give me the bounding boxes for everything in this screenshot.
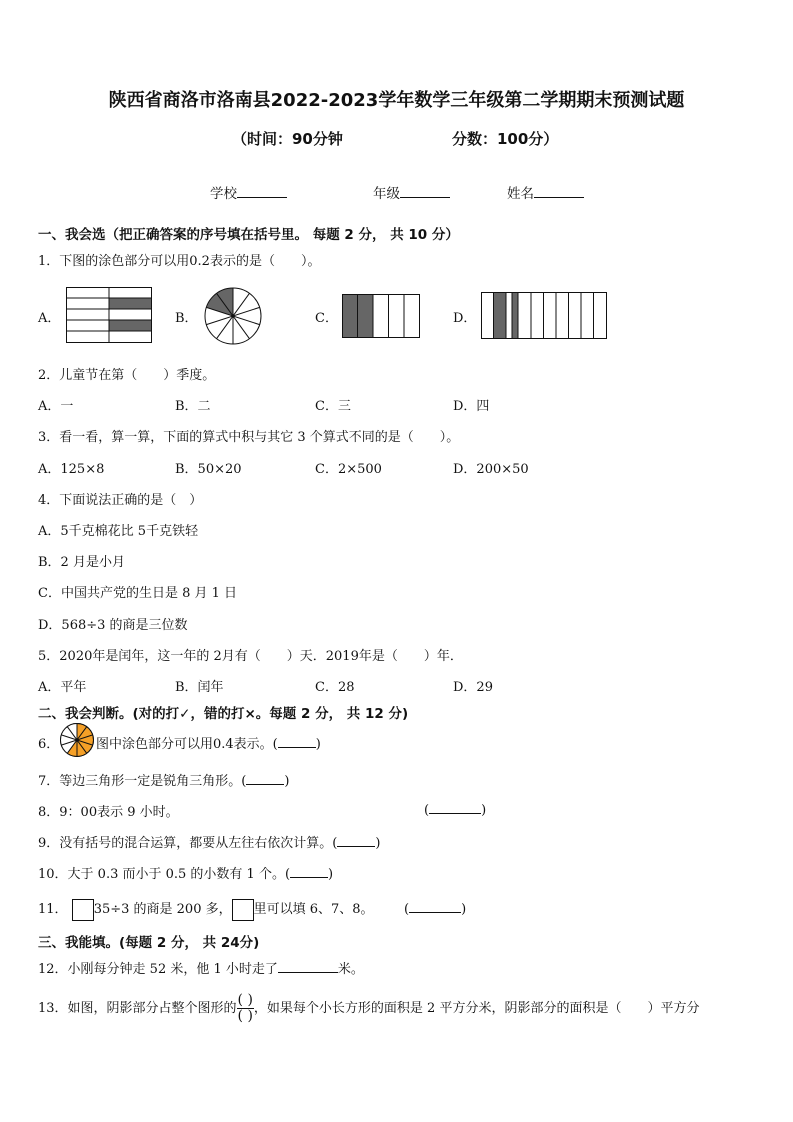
digit-box-1[interactable]	[72, 899, 94, 921]
figure-c-bars	[342, 294, 420, 338]
orange-circle-figure	[59, 722, 95, 758]
question-8-answer	[424, 801, 486, 818]
question-6-number: 6．	[38, 737, 60, 752]
close-paren: )	[375, 836, 381, 851]
q4-option-d[interactable]: D．568÷3 的商是三位数	[38, 618, 188, 633]
question-9	[38, 832, 380, 851]
exam-score: 分数：100分）	[452, 130, 559, 148]
question-2: 2．儿童节在第（ ）季度。	[38, 368, 216, 383]
question-7-text: 7．等边三角形一定是锐角三角形。(	[38, 774, 247, 789]
question-13-text-b: ，如果每个小长方形的面积是 2 平方分米，阴影部分的面积是（ ）平方分	[253, 1001, 700, 1016]
q2-option-a[interactable]: A．一	[38, 399, 74, 414]
name-field	[507, 182, 584, 202]
q1-option-a-label: A．	[38, 311, 61, 326]
q1-option-c-label: C．	[315, 311, 338, 326]
grade-label: 年级	[373, 186, 400, 202]
q3-option-a[interactable]: A．125×8	[38, 462, 105, 477]
digit-box-2[interactable]	[232, 899, 254, 921]
grade-blank[interactable]	[400, 183, 450, 198]
name-blank[interactable]	[534, 183, 584, 198]
question-11-number: 11．	[38, 902, 68, 917]
fraction-blank[interactable]	[237, 993, 254, 1024]
fraction-denominator: ( )	[237, 1008, 253, 1024]
open-paren: (	[424, 803, 430, 818]
question-1: 1．下图的涂色部分可以用0.2表示的是（ ）。	[38, 254, 321, 269]
q2-option-b[interactable]: B．二	[175, 399, 211, 414]
q3-option-c[interactable]: C．2×500	[315, 462, 382, 477]
open-paren: (	[404, 902, 410, 917]
figure-a-grid	[66, 287, 152, 343]
q1-option-b-label: B．	[175, 311, 198, 326]
question-9-text: 9．没有括号的混合运算，都要从左往右依次计算。(	[38, 836, 338, 851]
section1-heading: 一、我会选（把正确答案的序号填在括号里。 每题 2 分， 共 10 分）	[38, 227, 459, 243]
answer-blank-12[interactable]	[278, 960, 338, 973]
close-paren: )	[461, 902, 467, 917]
close-paren: )	[481, 803, 487, 818]
fraction-numerator: ( )	[237, 992, 253, 1008]
name-label: 姓名	[507, 186, 534, 202]
q4-option-b[interactable]: B．2 月是小月	[38, 555, 125, 570]
question-5: 5．2020年是闰年，这一年的 2月有（ ）天．2019年是（ ）年．	[38, 649, 463, 664]
close-paren: )	[284, 774, 290, 789]
question-10-text: 10．大于 0.3 而小于 0.5 的小数有 1 个。(	[38, 867, 291, 882]
answer-blank-11[interactable]	[409, 900, 461, 913]
q5-option-a[interactable]: A．平年	[38, 680, 87, 695]
school-blank[interactable]	[237, 183, 287, 198]
q3-option-d[interactable]: D．200×50	[453, 462, 529, 477]
q4-option-c[interactable]: C．中国共产党的生日是 8 月 1 日	[38, 586, 238, 601]
q1-option-d-label: D．	[453, 311, 477, 326]
figure-d-bars	[481, 292, 607, 339]
answer-blank-6[interactable]	[278, 735, 316, 748]
question-8-text: 8．9：00表示 9 小时。	[38, 805, 179, 820]
section2-heading: 二、我会判断。(对的打✓，错的打×。每题 2 分， 共 12 分)	[38, 706, 409, 722]
q5-option-c[interactable]: C．28	[315, 680, 355, 695]
exam-time: （时间：90分钟	[232, 130, 343, 148]
q3-option-b[interactable]: B．50×20	[175, 462, 242, 477]
question-12	[38, 958, 364, 977]
question-11-mid: 35÷3 的商是 200 多，	[93, 902, 232, 917]
close-paren: )	[315, 737, 321, 752]
close-paren: )	[328, 867, 334, 882]
school-field	[210, 182, 287, 202]
question-12-unit: 米。	[337, 962, 364, 977]
answer-blank-9[interactable]	[337, 834, 375, 847]
q5-option-b[interactable]: B．闰年	[175, 680, 224, 695]
question-6-text: 图中涂色部分可以用0.4表示。(	[96, 737, 278, 752]
page-title: 陕西省商洛市洛南县2022-2023学年数学三年级第二学期期末预测试题	[108, 90, 685, 111]
school-label: 学校	[210, 186, 237, 202]
q2-option-c[interactable]: C．三	[315, 399, 351, 414]
q2-option-d[interactable]: D．四	[453, 399, 490, 414]
question-13-text-a: 13．如图，阴影部分占整个图形的	[38, 1001, 237, 1016]
answer-blank-10[interactable]	[290, 865, 328, 878]
question-13	[38, 993, 699, 1024]
question-7	[38, 770, 289, 789]
question-10	[38, 863, 333, 882]
question-11-end: 里可以填 6、7、8。	[253, 902, 374, 917]
question-11	[38, 898, 374, 921]
question-12-text: 12．小刚每分钟走 52 米，他 1 小时走了	[38, 962, 278, 977]
answer-blank-8[interactable]	[429, 801, 481, 814]
question-11-answer	[404, 900, 466, 917]
question-4: 4．下面说法正确的是（ ）	[38, 493, 203, 508]
q4-option-a[interactable]: A．5千克棉花比 5千克铁轻	[38, 524, 199, 539]
answer-blank-7[interactable]	[246, 772, 284, 785]
section3-heading: 三、我能填。(每题 2 分， 共 24分)	[38, 935, 260, 951]
question-6	[96, 733, 321, 752]
grade-field	[373, 182, 450, 202]
question-3: 3．看一看，算一算，下面的算式中积与其它 3 个算式不同的是（ ）。	[38, 430, 460, 445]
figure-b-circle	[203, 286, 263, 346]
q5-option-d[interactable]: D．29	[453, 680, 493, 695]
